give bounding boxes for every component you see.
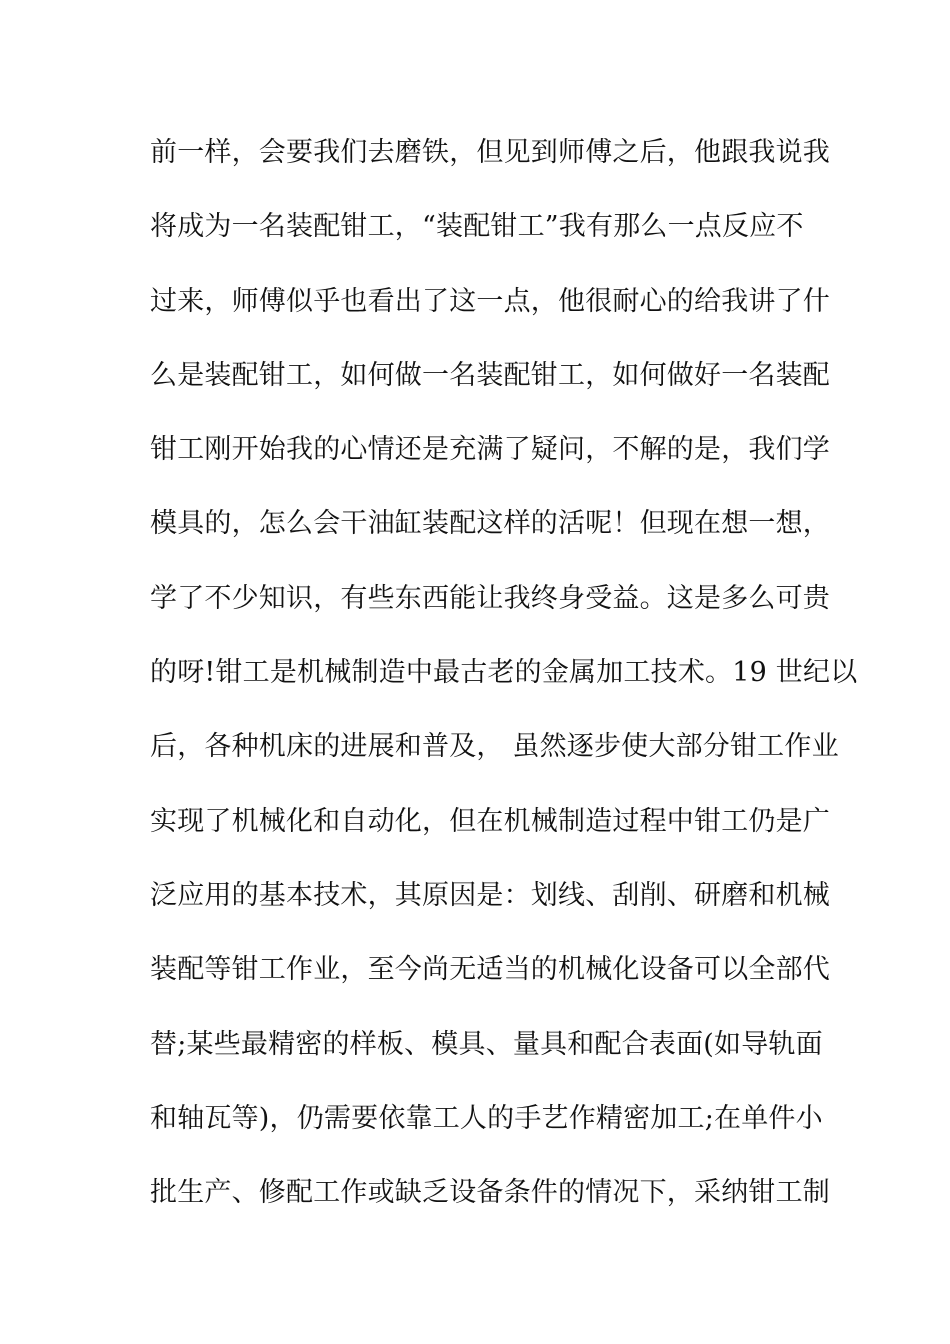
text-line: 前一样，会要我们去磨铁，但见到师傅之后，他跟我说我 xyxy=(150,137,830,168)
text-line: 将成为一名装配钳工，“装配钳工”我有那么一点反应不 xyxy=(150,211,804,243)
text-line: 泛应用的基本技术，其原因是：划线、刮削、研磨和机械 xyxy=(150,879,830,911)
text-line: 实现了机械化和自动化，但在机械制造过程中钳工仍是广 xyxy=(150,805,830,837)
text-line: 批生产、修配工作或缺乏设备条件的情况下，采纳钳工制 xyxy=(150,1177,830,1209)
text-line: 和轴瓦等)，仍需要依靠工人的手艺作精密加工;在单件小 xyxy=(150,1102,823,1134)
text-line: 学了不少知识，有些东西能让我终身受益。这是多么可贵 xyxy=(150,582,830,614)
text-line: 后，各种机床的进展和普及， 虽然逐步使大部分钳工作业 xyxy=(150,731,839,763)
text-line: 替;某些最精密的样板、模具、量具和配合表面(如导轨面 xyxy=(150,1028,823,1060)
text-line: 过来，师傅似乎也看出了这一点，他很耐心的给我讲了什 xyxy=(150,285,830,317)
text-line: 钳工刚开始我的心情还是充满了疑问，不解的是，我们学 xyxy=(150,434,830,466)
text-line: 装配等钳工作业，至今尚无适当的机械化设备可以全部代 xyxy=(150,954,830,986)
text-line: 模具的，怎么会干油缸装配这样的活呢！但现在想一想， xyxy=(150,508,830,540)
body-text xyxy=(150,124,858,1238)
text-line: 么是装配钳工，如何做一名装配钳工，如何做好一名装配 xyxy=(150,359,830,391)
text-line: 的呀!钳工是机械制造中最古老的金属加工技术。19 世纪以 xyxy=(150,657,858,689)
